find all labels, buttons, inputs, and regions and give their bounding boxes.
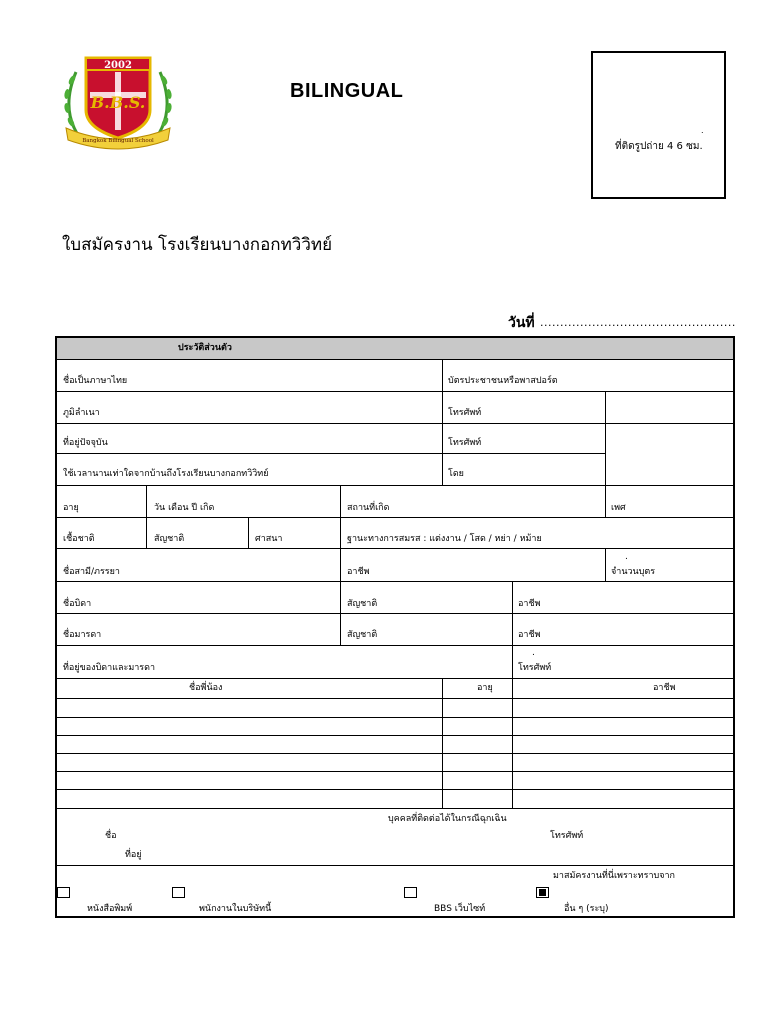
phone-label: โทรศัพท์ (448, 408, 482, 418)
other-label: อื่น ๆ (ระบุ) (564, 904, 609, 914)
id-card-label: บัตรประชาชนหรือพาสปอร์ต (448, 376, 558, 386)
brand-title: BILINGUAL (290, 80, 404, 102)
spouse-label: ชื่อสามี/ภรรยา (63, 567, 120, 577)
employee-label: พนักงานในบริษัทนี้ (199, 904, 272, 914)
commute-label: ใช้เวลานานเท่าใดจากบ้านถึงโรงเรียนบางกอกทวิวิทย์ (63, 469, 269, 479)
parents-phone-dot: . (532, 648, 535, 658)
father-job-label: อาชีพ (518, 599, 541, 609)
parents-address-label: ที่อยู่ของบิดาและมารดา (63, 663, 156, 673)
emergency-address-label: ที่อยู่ (125, 850, 142, 860)
date-label: วันที่ (508, 315, 535, 331)
svg-text:2002: 2002 (104, 60, 132, 71)
race-label: เชื้อชาติ (63, 534, 95, 544)
other-checkbox[interactable] (536, 887, 549, 898)
website-label: BBS เว็บไซท์ (434, 904, 486, 914)
date-field[interactable]: ................................................. (540, 316, 736, 329)
name-thai-label: ชื่อเป็นภาษาไทย (63, 376, 128, 386)
children-label: จำนวนบุตร (611, 567, 656, 577)
emergency-name-label: ชื่อ (105, 831, 117, 841)
form-title: ใบสมัครงาน โรงเรียนบางกอกทวิวิทย์ (62, 235, 333, 255)
marital-status-label: ฐานะทางการสมรส : แต่งงาน / โสด / หย่า / หม้าย (347, 534, 542, 544)
sex-label: เพศ (611, 503, 626, 513)
siblings-name-header: ชื่อพี่น้อง (189, 683, 223, 693)
religion-label: ศาสนา (255, 534, 283, 544)
svg-text:B.B.S.: B.B.S. (90, 93, 146, 112)
section-title: ประวัติส่วนตัว (178, 343, 232, 353)
application-form (55, 336, 735, 918)
birthplace-label: สถานที่เกิด (347, 503, 390, 513)
photo-label: ที่ติดรูปถ่าย 4 6 ซม. (615, 141, 703, 152)
svg-text:Bangkok Bilingual School: Bangkok Bilingual School (82, 138, 154, 144)
spouse-job-label: อาชีพ (347, 567, 370, 577)
nationality-label: สัญชาติ (154, 534, 185, 544)
siblings-age-header: อายุ (477, 683, 493, 693)
mother-job-label: อาชีพ (518, 630, 541, 640)
siblings-job-header: อาชีพ (653, 683, 676, 693)
father-label: ชื่อบิดา (63, 599, 92, 609)
birthdate-label: วัน เดือน ปี เกิด (154, 503, 215, 513)
mother-nationality-label: สัญชาติ (347, 630, 378, 640)
phone-label: โทรศัพท์ (448, 438, 482, 448)
employee-checkbox[interactable] (172, 887, 185, 898)
current-address-label: ที่อยู่ปัจจุบัน (63, 438, 108, 448)
newspaper-checkbox[interactable] (57, 887, 70, 898)
emergency-phone-label: โทรศัพท์ (550, 831, 584, 841)
children-dot: . (625, 552, 628, 562)
hometown-label: ภูมิลำเนา (63, 408, 100, 418)
school-logo (58, 50, 178, 150)
father-nationality-label: สัญชาติ (347, 599, 378, 609)
mother-label: ชื่อมารดา (63, 630, 102, 640)
photo-placeholder (591, 51, 726, 199)
photo-dot: . (701, 126, 704, 135)
age-label: อายุ (63, 503, 79, 513)
parents-phone-label: โทรศัพท์ (518, 663, 552, 673)
website-checkbox[interactable] (404, 887, 417, 898)
commute-by-label: โดย (448, 469, 464, 479)
newspaper-label: หนังสือพิมพ์ (87, 904, 133, 914)
emergency-heading: บุคคลที่ติดต่อได้ในกรณีฉุกเฉิน (388, 814, 507, 824)
source-heading: มาสมัครงานที่นี่เพราะทราบจาก (553, 871, 675, 881)
section-header (57, 338, 733, 360)
